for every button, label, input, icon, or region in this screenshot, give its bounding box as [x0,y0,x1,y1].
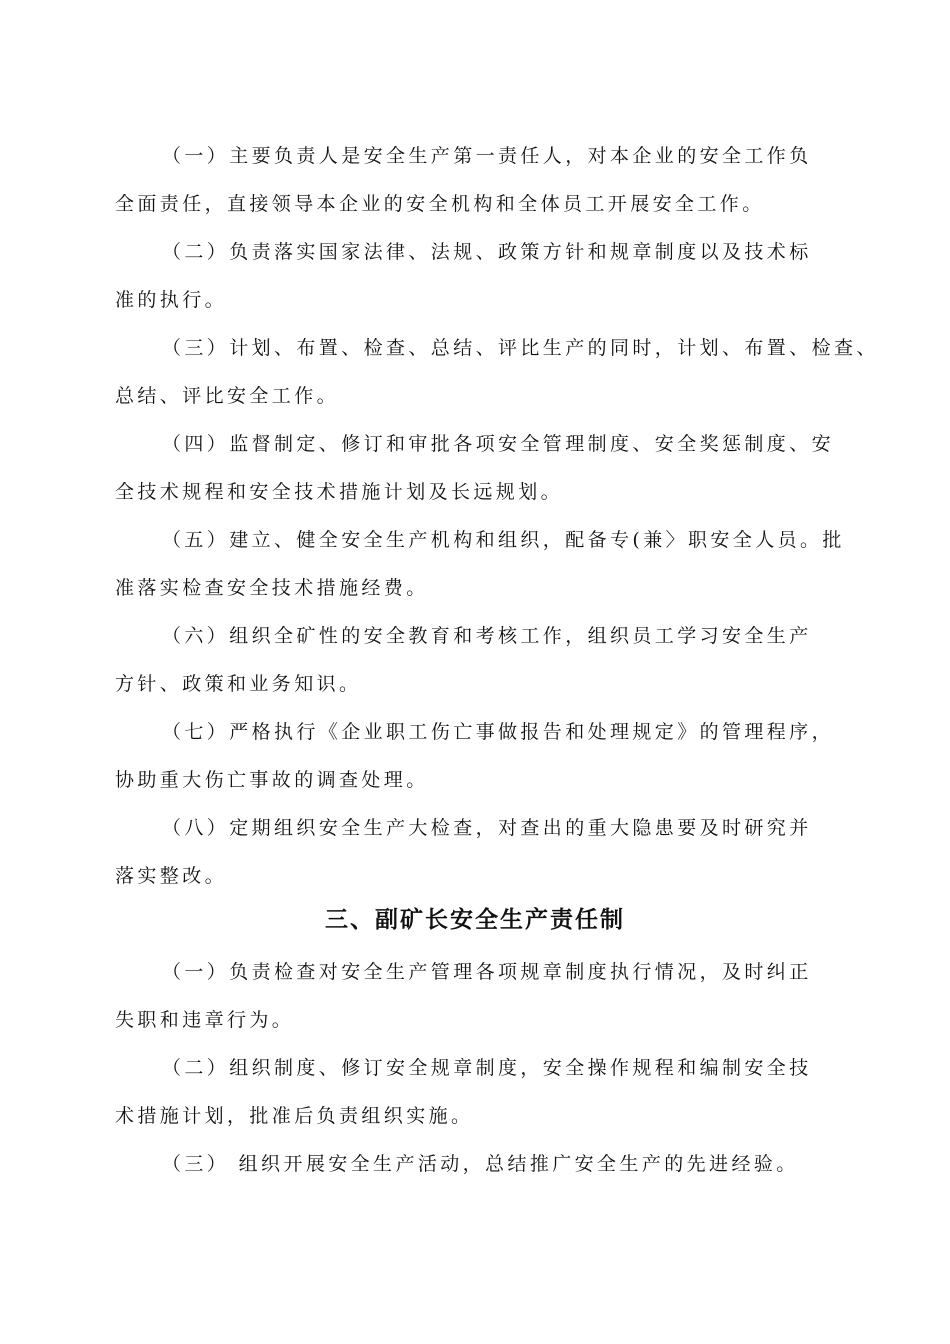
paragraph-line: （二）负责落实国家法律、法规、政策方针和规章制度以及技术标 [162,241,812,263]
paragraph-line: 全技术规程和安全技术措施计划及长远规划。 [115,481,564,503]
section-heading: 三、副矿长安全生产责任制 [325,907,625,933]
paragraph-line: （二）组织制度、修订安全规章制度，安全操作规程和编制安全技 [162,1057,812,1079]
paragraph-line: 术措施计划，批准后负责组织实施。 [115,1105,474,1127]
paragraph-line: 方针、政策和业务知识。 [115,673,362,695]
paragraph-line: （一）主要负责人是安全生产第一责任人，对本企业的安全工作负 [162,145,812,167]
paragraph-line: （七）严格执行《企业职工伤亡事做报告和处理规定》的管理程序， [162,721,835,743]
paragraph-line: （一）负责检查对安全生产管理各项规章制度执行情况，及时纠正 [162,961,812,983]
paragraph-line: 准落实检查安全技术措施经费。 [115,577,429,599]
paragraph-line: （三）计划、布置、检查、总结、评比生产的同时，计划、布置、检查、 [162,337,879,359]
paragraph-line: （四）监督制定、修订和审批各项安全管理制度、安全奖惩制度、安 [162,433,835,455]
paragraph-line: 协助重大伤亡事故的调查处理。 [115,769,429,791]
paragraph-line: 失职和违章行为。 [115,1009,295,1031]
paragraph-line: 落实整改。 [115,865,228,887]
paragraph-line: （五）建立、健全安全生产机构和组织，配备专(兼〉职安全人员。批 [162,529,845,551]
paragraph-line: （三） 组织开展安全生产活动，总结推广安全生产的先进经验。 [162,1153,799,1175]
paragraph-line: 总结、评比安全工作。 [115,385,340,407]
paragraph-line: 准的执行。 [115,289,228,311]
paragraph-line: 全面责任，直接领导本企业的安全机构和全体员工开展安全工作。 [115,193,765,215]
paragraph-line: （八）定期组织安全生产大检查，对查出的重大隐患要及时研究并 [162,817,812,839]
paragraph-line: （六）组织全矿性的安全教育和考核工作，组织员工学习安全生产 [162,625,812,647]
